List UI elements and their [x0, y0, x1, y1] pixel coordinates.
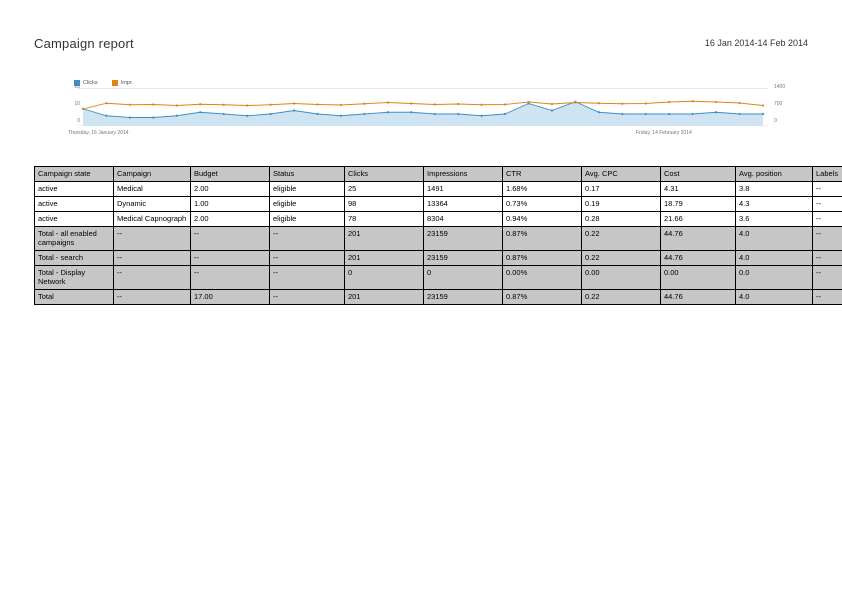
y-right-tick-top: 1400 — [774, 84, 786, 90]
legend-item-impressions — [112, 80, 133, 86]
chart-x-label-end: Friday, 14 February 2014 — [636, 130, 692, 136]
table-cell: -- — [813, 227, 842, 251]
column-header-campaign: Campaign — [114, 167, 191, 182]
table-cell: 0.00% — [503, 265, 582, 289]
table-cell: -- — [813, 265, 842, 289]
table-cell: 1.68% — [503, 182, 582, 197]
table-cell: 201 — [345, 250, 424, 265]
table-cell: active — [35, 197, 114, 212]
table-cell: -- — [270, 289, 345, 304]
table-cell: 0.00 — [661, 265, 736, 289]
table-cell: eligible — [270, 212, 345, 227]
table-cell: -- — [270, 265, 345, 289]
table-cell: 4.0 — [736, 227, 813, 251]
table-cell: 4.0 — [736, 289, 813, 304]
table-cell: Medical — [114, 182, 191, 197]
table-cell: 4.0 — [736, 250, 813, 265]
table-cell: 1491 — [424, 182, 503, 197]
y-left-tick-bottom: 0 — [77, 118, 80, 124]
page-title: Campaign report — [34, 36, 134, 51]
table-cell: -- — [191, 265, 270, 289]
column-header-avg-position: Avg. position — [736, 167, 813, 182]
y-right-tick-mid: 700 — [774, 101, 783, 107]
table-cell: 17.00 — [191, 289, 270, 304]
y-left-tick-top: 20 — [74, 84, 80, 90]
column-header-budget: Budget — [191, 167, 270, 182]
table-cell: -- — [813, 250, 842, 265]
legend-label-impressions: Impr. — [120, 80, 133, 86]
table-cell: -- — [191, 227, 270, 251]
table-cell: 44.76 — [661, 227, 736, 251]
table-cell: 25 — [345, 182, 424, 197]
table-cell: active — [35, 182, 114, 197]
table-row — [35, 265, 842, 289]
table-row — [35, 250, 842, 265]
table-cell: 4.3 — [736, 197, 813, 212]
table-cell: -- — [114, 265, 191, 289]
table-cell: -- — [114, 250, 191, 265]
column-header-cost: Cost — [661, 167, 736, 182]
y-right-tick-bottom: 0 — [774, 118, 777, 124]
table-cell: 23159 — [424, 289, 503, 304]
table-cell: 0.22 — [582, 289, 661, 304]
table-cell: Total — [35, 289, 114, 304]
table-cell: 0.87% — [503, 227, 582, 251]
campaign-report-table — [34, 166, 842, 305]
table-cell: -- — [813, 212, 842, 227]
table-cell: 21.66 — [661, 212, 736, 227]
column-header-impressions: Impressions — [424, 167, 503, 182]
column-header-clicks: Clicks — [345, 167, 424, 182]
table-cell: 0.0 — [736, 265, 813, 289]
table-cell: 0.22 — [582, 227, 661, 251]
column-header-campaign-state: Campaign state — [35, 167, 114, 182]
table-row — [35, 197, 842, 212]
table-cell: -- — [813, 289, 842, 304]
table-cell: active — [35, 212, 114, 227]
table-cell: -- — [813, 197, 842, 212]
legend-swatch-impressions-icon — [112, 80, 118, 86]
table-cell: 0.22 — [582, 250, 661, 265]
table-row — [35, 182, 842, 197]
column-header-status: Status — [270, 167, 345, 182]
table-cell: 98 — [345, 197, 424, 212]
table-row — [35, 289, 842, 304]
table-cell: 0.87% — [503, 250, 582, 265]
column-header-labels: Labels — [813, 167, 842, 182]
table-cell: 0.19 — [582, 197, 661, 212]
table-row — [35, 212, 842, 227]
report-date-range: 16 Jan 2014-14 Feb 2014 — [704, 38, 808, 48]
table-cell: 3.6 — [736, 212, 813, 227]
y-left-tick-mid: 10 — [74, 101, 80, 107]
chart-y-axis-left — [58, 84, 80, 130]
table-header-row — [35, 167, 842, 182]
table-cell: 3.8 — [736, 182, 813, 197]
table-cell: 2.00 — [191, 182, 270, 197]
table-header — [35, 167, 842, 182]
table-cell: eligible — [270, 182, 345, 197]
table-cell: -- — [813, 182, 842, 197]
table-cell: 0.00 — [582, 265, 661, 289]
table-cell: Dynamic — [114, 197, 191, 212]
performance-chart — [34, 70, 808, 142]
table-cell: 44.76 — [661, 289, 736, 304]
table-cell: Total - search — [35, 250, 114, 265]
table-cell: 0 — [345, 265, 424, 289]
table-cell: 44.76 — [661, 250, 736, 265]
table-cell: Total - Display Network — [35, 265, 114, 289]
table-cell: 8304 — [424, 212, 503, 227]
table-cell: 0.94% — [503, 212, 582, 227]
table-cell: 0.28 — [582, 212, 661, 227]
table-cell: 0 — [424, 265, 503, 289]
table-cell: Total - all enabled campaigns — [35, 227, 114, 251]
table-cell: 2.00 — [191, 212, 270, 227]
chart-legend — [74, 80, 133, 86]
table-cell: -- — [270, 227, 345, 251]
table-cell: 1.00 — [191, 197, 270, 212]
table-cell: 201 — [345, 227, 424, 251]
table-cell: -- — [270, 250, 345, 265]
table-cell: -- — [114, 289, 191, 304]
table-cell: 4.31 — [661, 182, 736, 197]
chart-plot-area — [78, 88, 768, 126]
table-cell: 18.79 — [661, 197, 736, 212]
table-row — [35, 227, 842, 251]
table-cell: 23159 — [424, 227, 503, 251]
column-header-ctr: CTR — [503, 167, 582, 182]
table-cell: 0.87% — [503, 289, 582, 304]
table-cell: 78 — [345, 212, 424, 227]
table-cell: 23159 — [424, 250, 503, 265]
table-cell: 0.73% — [503, 197, 582, 212]
table-cell: 201 — [345, 289, 424, 304]
table-cell: Medical Capnograph — [114, 212, 191, 227]
table-cell: eligible — [270, 197, 345, 212]
table-cell: 0.17 — [582, 182, 661, 197]
table-cell: -- — [191, 250, 270, 265]
column-header-avg-cpc: Avg. CPC — [582, 167, 661, 182]
table-cell: -- — [114, 227, 191, 251]
table-cell: 13364 — [424, 197, 503, 212]
chart-x-label-start: Thursday, 16 January 2014 — [68, 130, 129, 136]
legend-label-clicks: Clicks — [83, 80, 98, 86]
chart-y-axis-right — [772, 84, 802, 130]
table-body — [35, 182, 842, 305]
